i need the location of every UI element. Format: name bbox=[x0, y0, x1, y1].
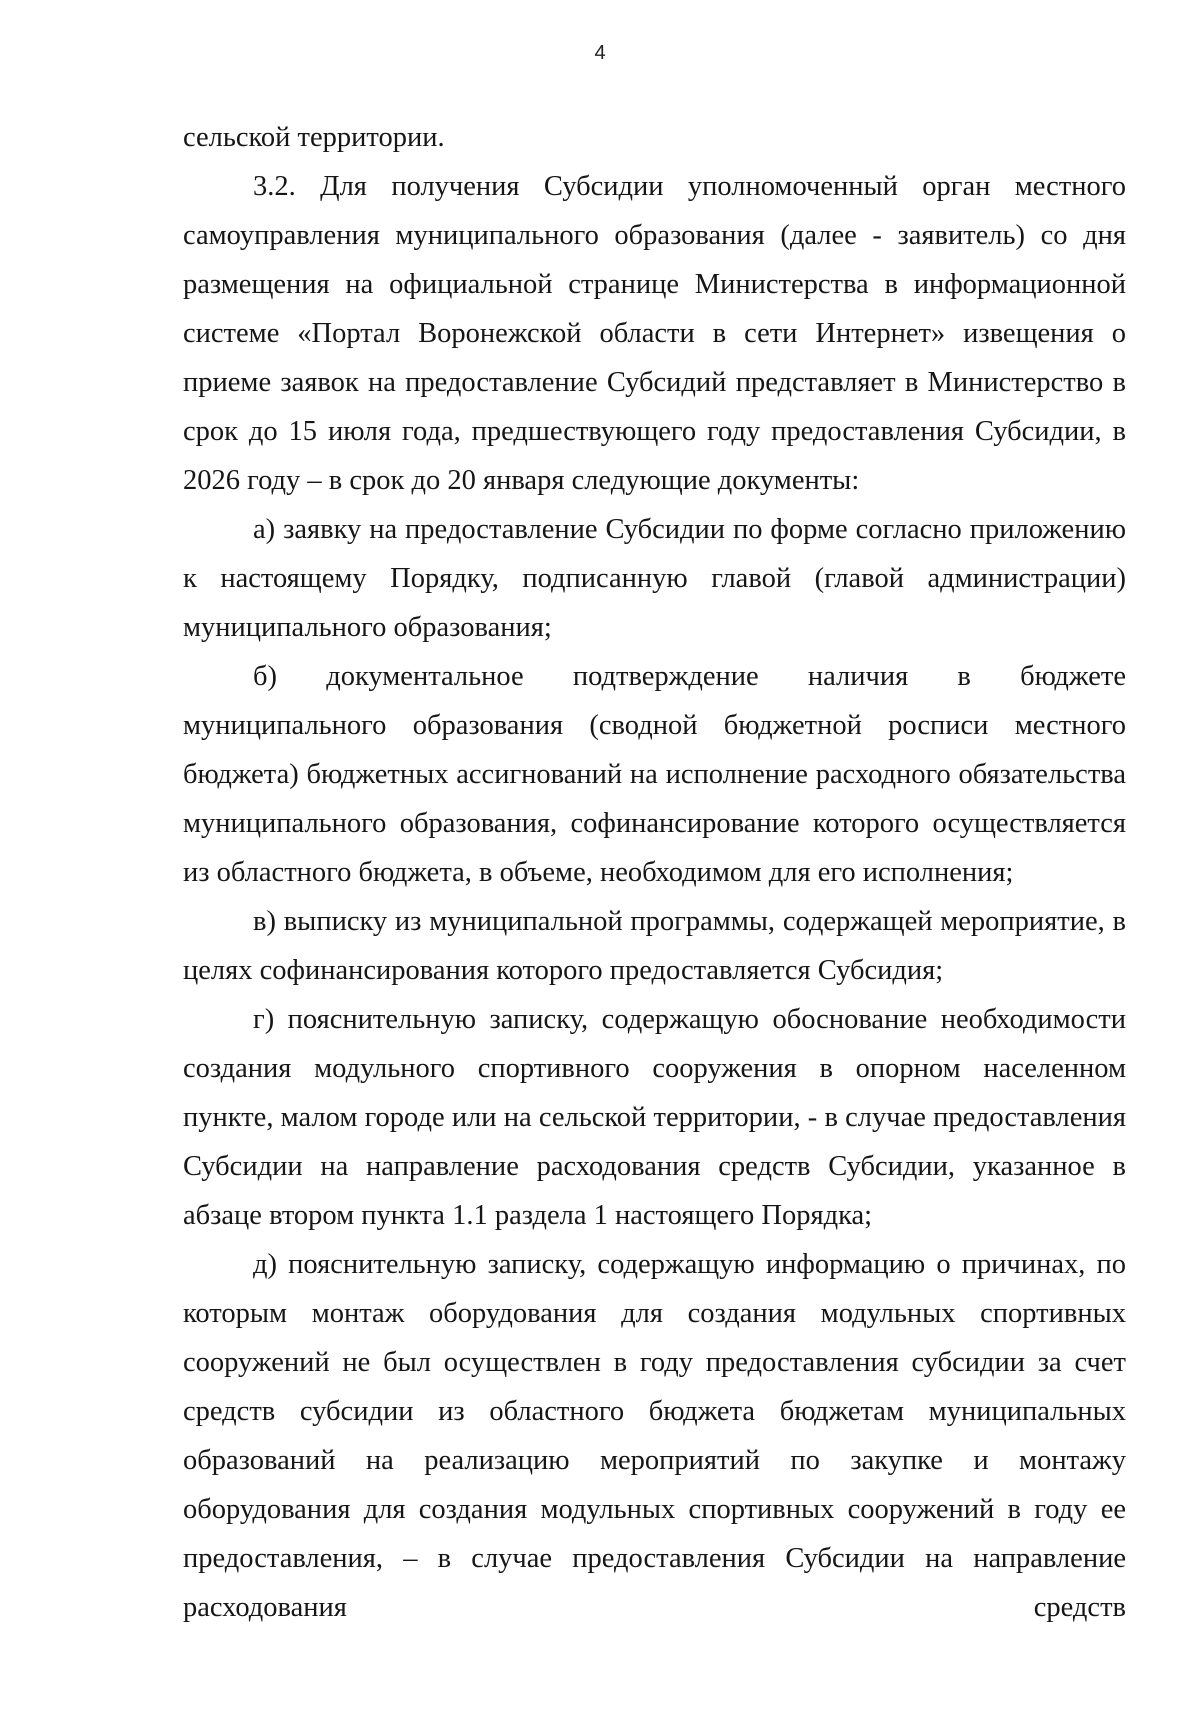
list-item-v: в) выписку из муниципальной программы, содержащей мероприятие, в целях софинансирования которого предоставляется Субсидия; bbox=[183, 906, 1126, 986]
document-body bbox=[183, 113, 1126, 1632]
paragraph-continuation: сельской территории. bbox=[183, 122, 445, 153]
list-item-a: а) заявку на предоставление Субсидии по форме согласно приложению к настоящему Порядку, подписанную главой (главой администрации) муниципального образования; bbox=[183, 514, 1126, 643]
list-item-b: б) документальное подтверждение наличия в бюджете муниципального образования (сводной бюджетной росписи местного бюджета) бюджетных ассигнований на исполнение расходного обязательства муниципального образования, софинансирование которого осуществляется из областного бюджета, в объеме, необходимом для его исполнения; bbox=[183, 661, 1126, 888]
page-number: 4 bbox=[594, 42, 606, 64]
paragraph-3-2: 3.2. Для получения Субсидии уполномоченный орган местного самоуправления муниципального образования (далее - заявитель) со дня размещения на официальной странице Министерства в информационной системе «Портал Воронежской области в сети Интернет» извещения о приеме заявок на предоставление Субсидий представляет в Министерство в срок до 15 июля года, предшествующего году предоставления Субсидии, в 2026 году – в срок до 20 января следующие документы: bbox=[183, 171, 1126, 496]
list-item-g: г) пояснительную записку, содержащую обоснование необходимости создания модульного спортивного сооружения в опорном населенном пункте, малом городе или на сельской территории, - в случае предоставления Субсидии на направление расходования средств Субсидии, указанное в абзаце втором пункта 1.1 раздела 1 настоящего Порядка; bbox=[183, 1004, 1126, 1231]
list-item-d: д) пояснительную записку, содержащую информацию о причинах, по которым монтаж оборудования для создания модульных спортивных сооружений не был осуществлен в году предоставления субсидии за счет средств субсидии из областного бюджета бюджетам муниципальных образований на реализацию мероприятий по закупке и монтажу оборудования для создания модульных спортивных сооружений в году ее предоставления, – в случае предоставления Субсидии на направление расходования средств bbox=[183, 1249, 1126, 1623]
